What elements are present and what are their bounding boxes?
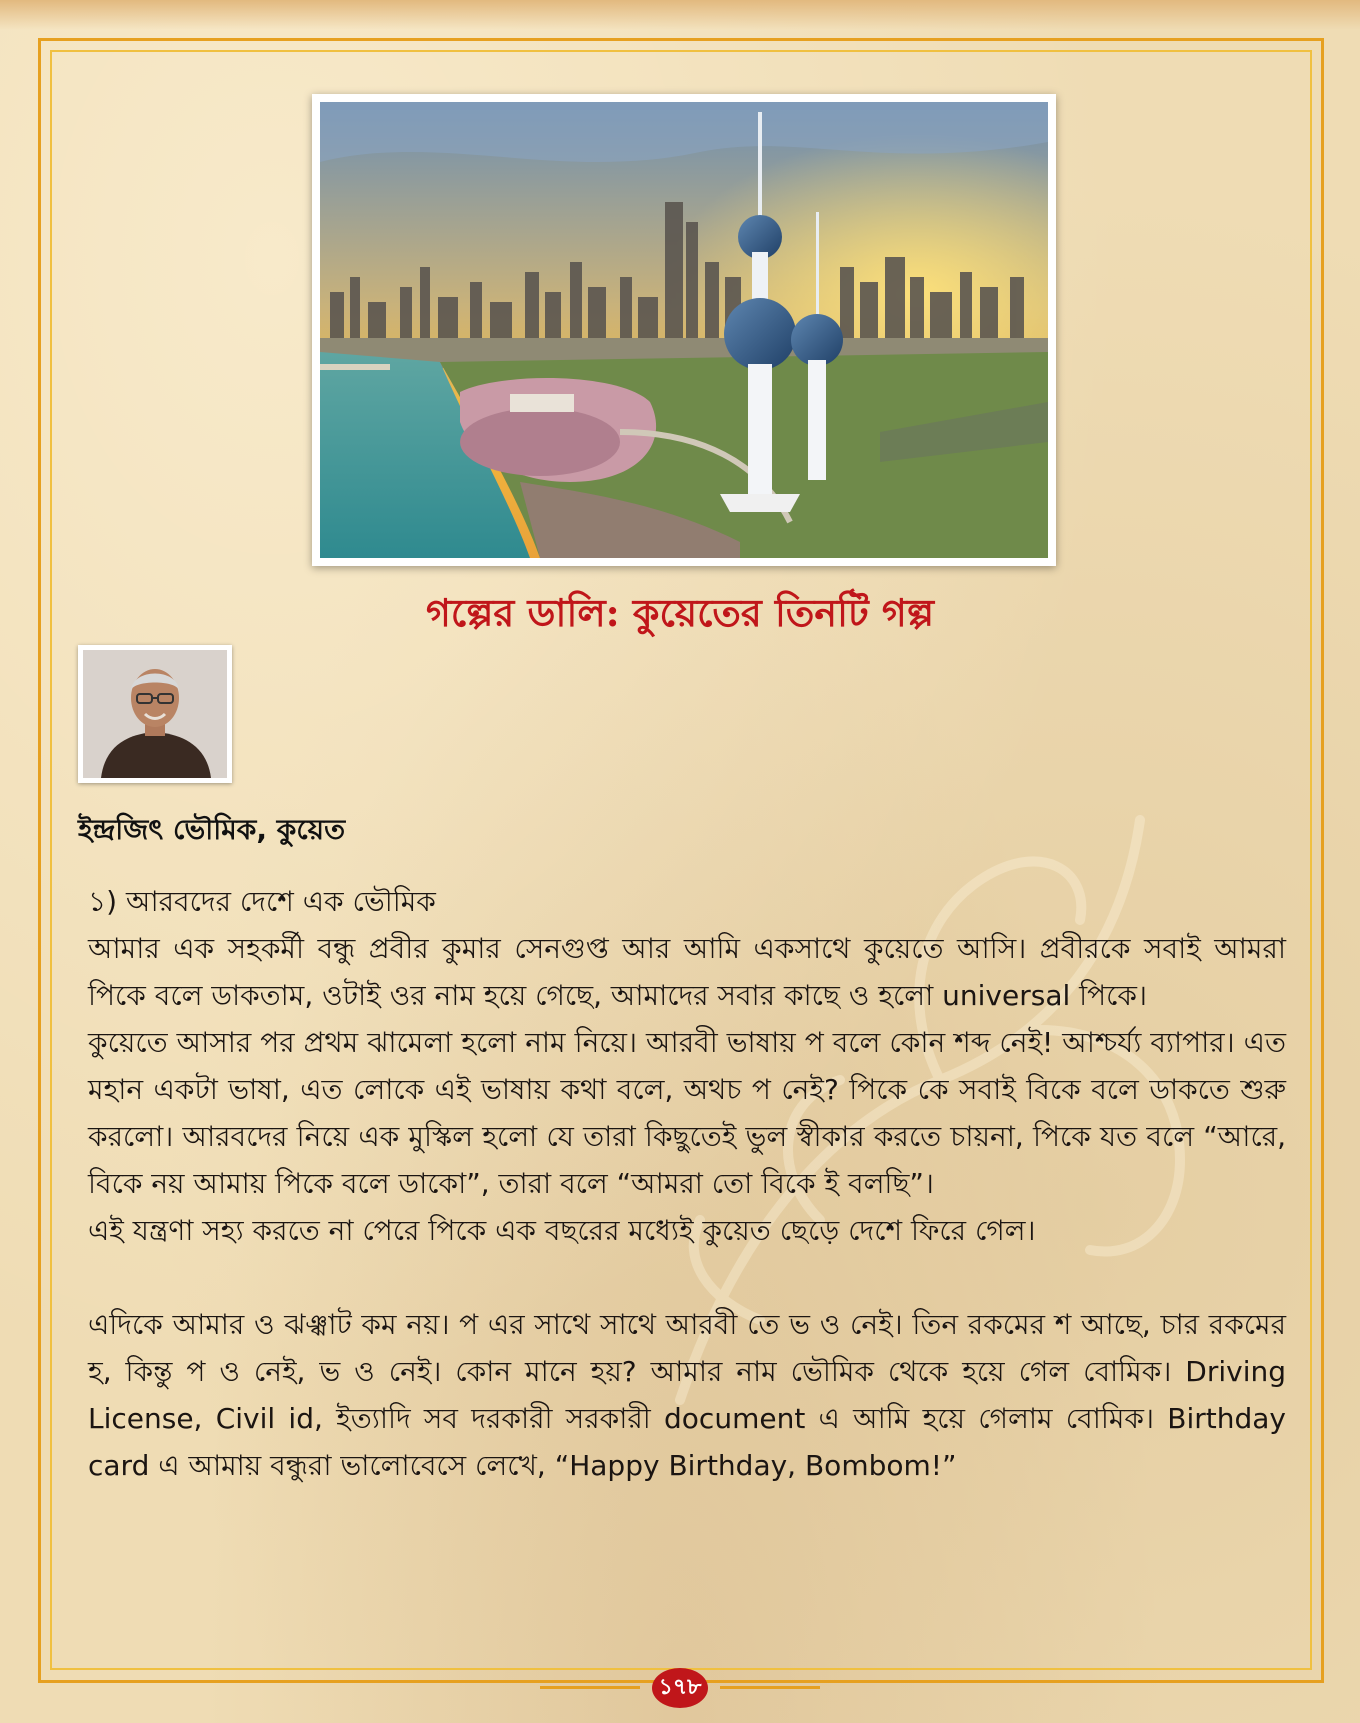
story-paragraph: এই যন্ত্রণা সহ্য করতে না পেরে পিকে এক বছরের মধ্যেই কুয়েত ছেড়ে দেশে ফিরে গেল। xyxy=(88,1214,1036,1247)
author-photo xyxy=(78,645,232,783)
paragraph-gap xyxy=(88,1254,1286,1301)
author-name: ইন্দ্রজিৎ ভৌমিক, কুয়েত xyxy=(78,813,346,846)
page-number: ১৭৮ xyxy=(652,1668,708,1708)
page-number-rule-right xyxy=(720,1686,820,1689)
page-number-rule-left xyxy=(540,1686,640,1689)
story-heading: ১) আরবদের দেশে এক ভৌমিক xyxy=(88,885,436,918)
page-title: গল্পের ডালি: কুয়েতের তিনটি গল্প xyxy=(426,590,934,635)
story-paragraph: এদিকে আমার ও ঝঞ্ঝাট কম নয়। প এর সাথে সাথে আরবী তে ভ ও নেই। তিন রকমের শ আছে, চার রকমের হ, কিন্তু প ও নেই, ভ ও নেই। কোন মানে হয়? আমার নাম ভৌমিক থেকে হয়ে গেল বোমিক। Driving License, Civil id, ইত্যাদি সব দরকারী সরকারী document এ আমি হয়ে গেলাম বোমিক। Birthday card এ আমায় বন্ধুরা ভালোবেসে লেখে, “Happy Birthday, Bombom!” xyxy=(88,1308,1286,1482)
story-paragraph: আমার এক সহকর্মী বন্ধু প্রবীর কুমার সেনগুপ্ত আর আমি একসাথে কুয়েতে আসি। প্রবীরকে সবাই আমরা পিকে বলে ডাকতাম, ওটাই ওর নাম হয়ে গেছে, আমাদের সবার কাছে ও হলো universal পিকে। xyxy=(88,932,1286,1012)
story-body xyxy=(88,878,1286,1489)
story-paragraph: কুয়েতে আসার পর প্রথম ঝামেলা হলো নাম নিয়ে। আরবী ভাষায় প বলে কোন শব্দ নেই! আশ্চর্য্য ব্যাপার। এত মহান একটা ভাষা, এত লোকে এই ভাষায় কথা বলে, অথচ প নেই? পিকে কে সবাই বিকে বলে ডাকতে শুরু করলো। আরবদের নিয়ে এক মুস্কিল হলো যে তারা কিছুতেই ভুল স্বীকার করতে চায়না, পিকে যত বলে “আরে, বিকে নয় আমায় পিকে বলে ডাকো”, তারা বলে “আমরা তো বিকে ই বলছি”। xyxy=(88,1026,1286,1200)
kuwait-towers-photo xyxy=(312,94,1056,566)
top-decorative-band xyxy=(0,0,1360,30)
